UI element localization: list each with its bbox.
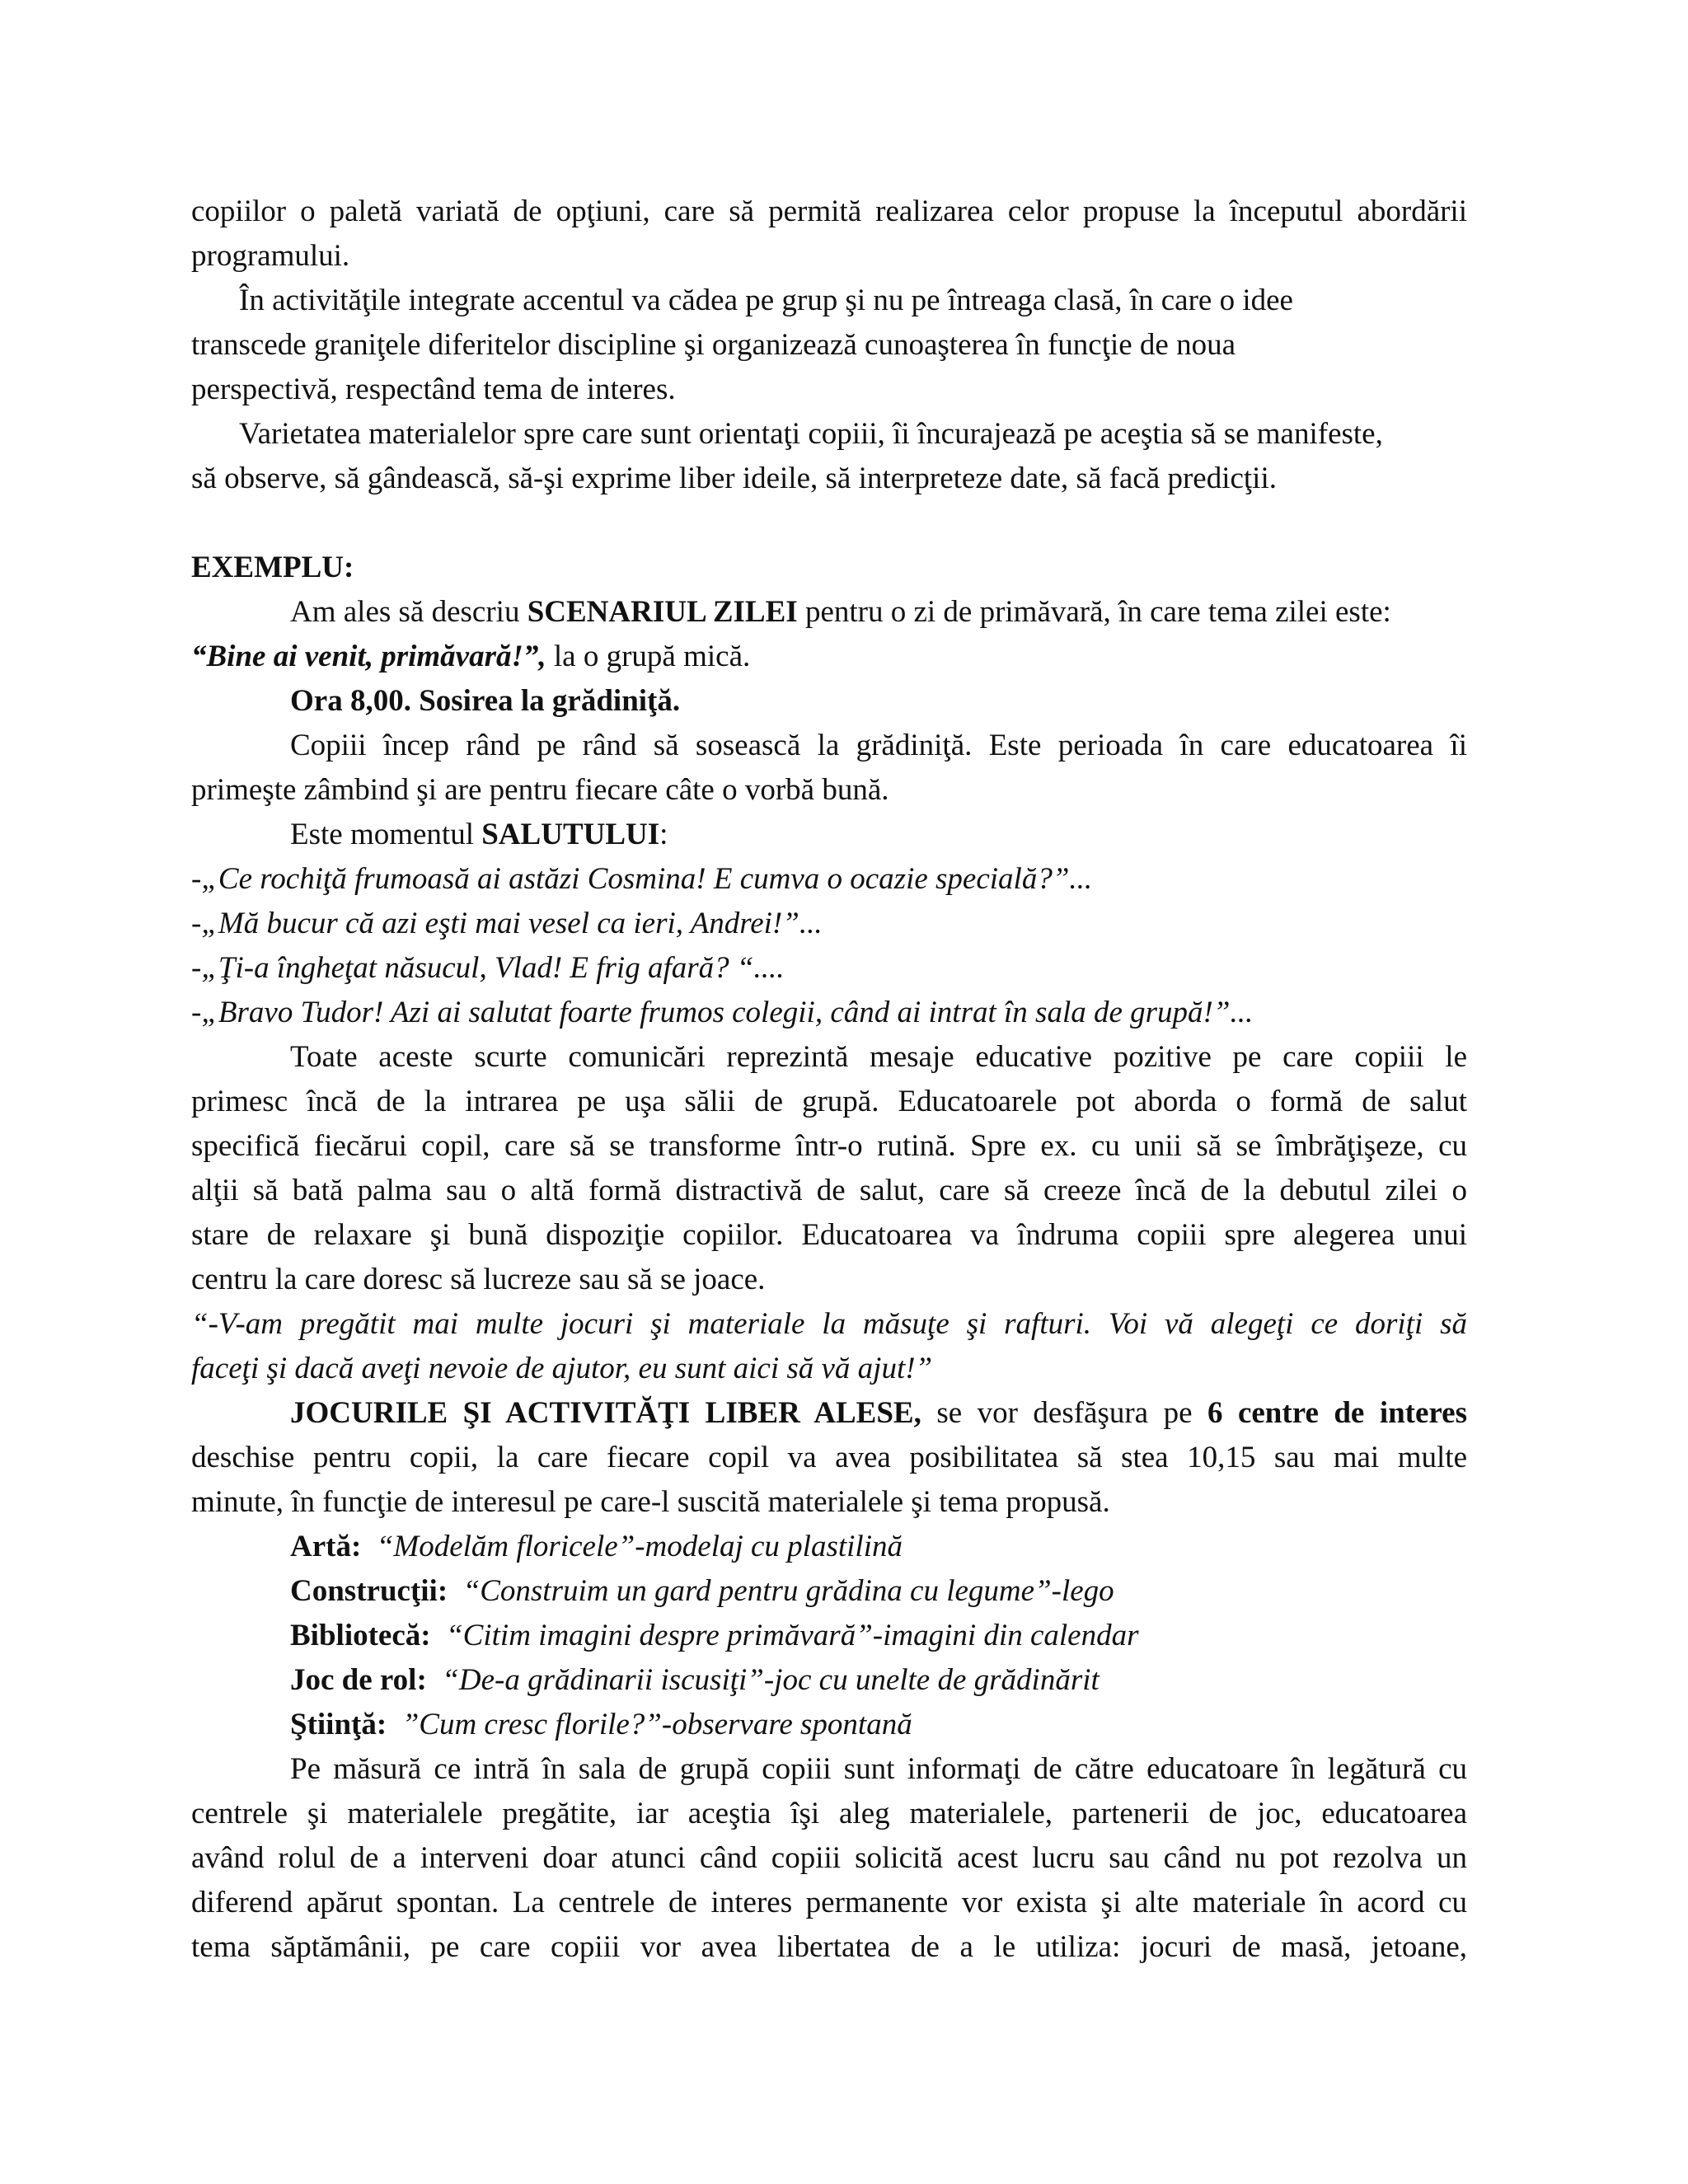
center-item: Construcţii: “Construim un gard pentru grădina cu legume”-lego [290, 1574, 1114, 1608]
games-line: minute, în funcţie de interesul pe care-l suscită materialele şi tema propusă. [191, 1485, 1110, 1519]
center-item: Artă: “Modelăm floricele”-modelaj cu plastilină [290, 1530, 903, 1563]
greeting-line: -„Bravo Tudor! Azi ai salutat foarte frumos colegii, când ai intrat în sala de grupă!”... [191, 996, 1254, 1029]
intro-line: În activităţile integrate accentul va cădea pe grup şi nu pe întreaga clasă, în care o idee [239, 284, 1293, 317]
intro-line: copiilor o paletă variată de opţiuni, care să permită realizarea celor propuse la începutul abordării [191, 194, 1467, 228]
paragraph-line: primesc încă de la intrarea pe uşa sălii de grupă. Educatoarele pot aborda o formă de salut [191, 1085, 1467, 1118]
center-item: Bibliotecă: “Citim imagini despre primăvară”-imagini din calendar [290, 1619, 1139, 1652]
paragraph-line: specifică fiecărui copil, care să se transforme într-o rutină. Spre ex. cu unii să se îmbrăţişeze, cu [191, 1129, 1467, 1163]
closing-line: tema săptămânii, pe care copiii vor avea libertatea de a le utiliza: jocuri de masă, jetoane, [191, 1930, 1467, 1964]
intro-line: perspectivă, respectând tema de interes. [191, 373, 676, 406]
greeting-line: -„Ce rochiţă frumoasă ai astăzi Cosmina! E cumva o ocazie specială?”... [191, 862, 1093, 896]
closing-line: centrele şi materialele pregătite, iar aceştia îşi aleg materialele, partenerii de joc, educatoarea [191, 1797, 1467, 1830]
section-heading: Ora 8,00. Sosirea la grădiniţă. [290, 684, 681, 718]
example-theme-line: “Bine ai venit, primăvară!”, la o grupă mică. [191, 640, 751, 673]
greeting-intro: Este momentul SALUTULUI: [290, 818, 668, 851]
games-line: deschise pentru copii, la care fiecare copil va avea posibilitatea să stea 10,15 sau mai multe [191, 1441, 1467, 1474]
closing-line: diferend apărut spontan. La centrele de interes permanente vor exista şi alte materiale în acord cu [191, 1886, 1467, 1919]
arrival-line: primeşte zâmbind şi are pentru fiecare câte o vorbă bună. [191, 773, 889, 807]
intro-line: să observe, să gândească, să-şi exprime liber ideile, să interpreteze date, să facă predicţii. [191, 462, 1277, 495]
closing-line: având rolul de a interveni doar atunci când copiii solicită acest lucru sau când nu pot rezolva un [191, 1841, 1467, 1875]
arrival-line: Copiii încep rând pe rând să sosească la grădiniţă. Este perioada în care educatoarea îi [290, 729, 1467, 762]
center-item: Joc de rol: “De-a grădinarii iscusiţi”-joc cu unelte de grădinărit [290, 1663, 1100, 1697]
paragraph-line: alţii să bată palma sau o altă formă distractivă de salut, care să creeze încă de la debutul zilei o [191, 1174, 1467, 1207]
intro-line: transcede graniţele diferitelor discipline şi organizează cunoaşterea în funcţie de noua [191, 328, 1236, 362]
example-heading: EXEMPLU: [191, 551, 354, 584]
closing-line: Pe măsură ce intră în sala de grupă copiii sunt informaţi de către educatoare în legătură cu [290, 1752, 1467, 1786]
paragraph-line: centru la care doresc să lucreze sau să se joace. [191, 1263, 766, 1296]
center-item: Ştiinţă: ”Cum cresc florile?”-observare spontană [290, 1708, 912, 1741]
paragraph-line: Toate aceste scurte comunicări reprezintă mesaje educative pozitive pe care copiii le [290, 1040, 1467, 1074]
greeting-line: -„Ţi-a îngheţat năsucul, Vlad! E frig afară? “.... [191, 951, 785, 985]
quote-line: “-V-am pregătit mai multe jocuri şi materiale la măsuţe şi rafturi. Voi vă alegeţi ce doriţi să [191, 1307, 1467, 1341]
games-line: JOCURILE ŞI ACTIVITĂŢI LIBER ALESE, se vor desfăşura pe 6 centre de interes [290, 1396, 1467, 1430]
example-intro-line: Am ales să descriu SCENARIUL ZILEI pentru o zi de primăvară, în care tema zilei este: [290, 595, 1391, 629]
intro-line: programului. [191, 239, 350, 273]
greeting-line: -„Mă bucur că azi eşti mai vesel ca ieri, Andrei!”... [191, 907, 823, 940]
intro-line: Varietatea materialelor spre care sunt orientaţi copiii, îi încurajează pe aceştia să se manifeste, [239, 417, 1383, 451]
paragraph-line: stare de relaxare şi bună dispoziţie copiilor. Educatoarea va îndruma copiii spre alegerea unui [191, 1218, 1467, 1252]
quote-line: faceţi şi dacă aveţi nevoie de ajutor, eu sunt aici să vă ajut!” [191, 1352, 933, 1385]
